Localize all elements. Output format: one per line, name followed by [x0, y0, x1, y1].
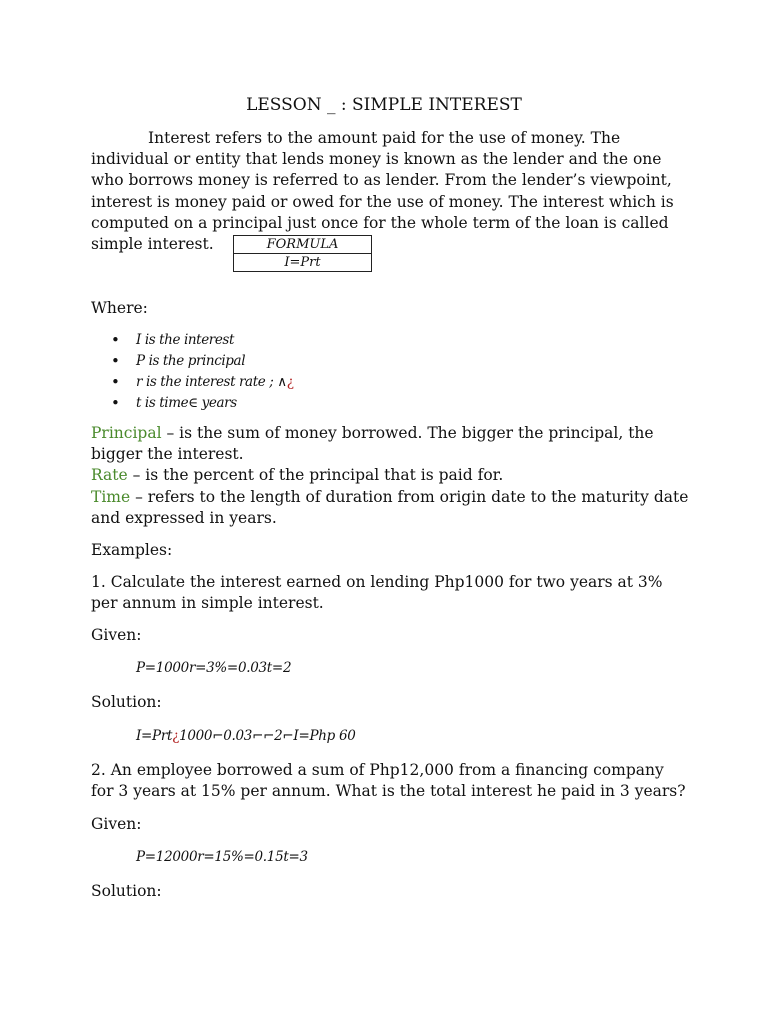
- list-item: • t is time∈ years: [91, 393, 294, 414]
- example-1-solution-label: Solution:: [91, 693, 162, 711]
- list-item: • r is the interest rate ; ∧¿: [91, 372, 294, 393]
- term-rate: Rate: [91, 466, 128, 485]
- definition-rate: Rate – is the percent of the principal that is paid for.: [91, 466, 504, 485]
- term-principal: Principal: [91, 424, 162, 442]
- example-2-solution-label: Solution:: [91, 882, 162, 900]
- intro-paragraph: [91, 128, 681, 255]
- formula-text: I=Prt: [284, 255, 321, 270]
- example-1-given-label: Given:: [91, 626, 142, 644]
- example-1-solution: I=Prt¿1000⌐0.03⌐⌐2⌐I=Php 60: [136, 728, 356, 744]
- formula-box: [233, 235, 372, 272]
- example-1-question: 1. Calculate the interest earned on lending Php1000 for two years at 3% per annum in simple interest.: [91, 573, 663, 613]
- list-item: • P is the principal: [91, 351, 294, 372]
- example-2-given: P=12000r=15%=0.15t=3: [136, 849, 308, 865]
- definition-time: Time – refers to the length of duration from origin date to the maturity date and expressed in years.: [91, 487, 689, 527]
- definitions: [91, 423, 691, 529]
- intro-text: Interest refers to the amount paid for the use of money. The individual or entity that lends money is known as the lender and the one who borrows money is referred to as lender. From the lender’s viewpoint, interest is money paid or owed for the use of money. The interest which is computed on a principal just once for the whole term of the loan is called simple interest.: [91, 129, 674, 254]
- example-2-question: 2. An employee borrowed a sum of Php12,000 from a financing company for 3 years at 15% per annum. What is the total interest he paid in 3 years?: [91, 761, 686, 801]
- variable-list: [91, 330, 294, 414]
- example-1-given: P=1000r=3%=0.03t=2: [136, 660, 292, 676]
- inverted-question-mark: ¿: [286, 374, 294, 390]
- list-item: • I is the interest: [91, 330, 294, 351]
- term-time: Time: [91, 487, 131, 506]
- page-title: LESSON _ : SIMPLE INTEREST: [246, 95, 522, 115]
- where-label: Where:: [91, 299, 148, 317]
- example-2-given-label: Given:: [91, 815, 142, 833]
- inverted-question-mark: ¿: [172, 728, 180, 744]
- examples-label: Examples:: [91, 541, 173, 559]
- definition-principal: Principal – is the sum of money borrowed. The bigger the principal, the bigger the interest.: [91, 424, 654, 464]
- formula-header: FORMULA: [234, 236, 371, 254]
